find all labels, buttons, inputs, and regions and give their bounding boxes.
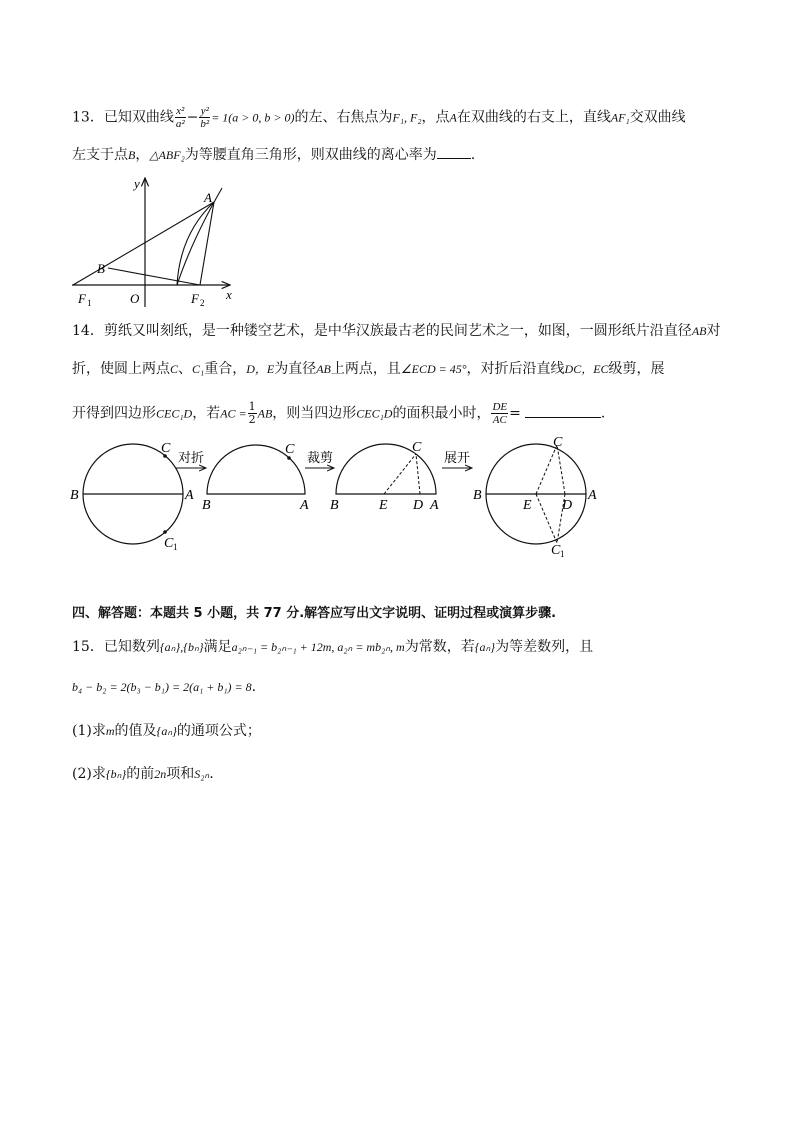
q15-line1: 15．已知数列{aₙ},{bₙ}满足a₂ₙ₋₁ = b₂ₙ₋₁ + 12m, a₂ₙ = mb₂ₙ, m为常数，若{aₙ}为等差数列，且 <box>72 639 594 655</box>
label-c-4: C <box>553 435 563 450</box>
label-e-3: E <box>379 498 388 513</box>
recurrence: a₂ₙ₋₁ = b₂ₙ₋₁ + 12m, a₂ₙ = mb₂ₙ, m <box>231 640 405 654</box>
q13-figure <box>70 172 250 312</box>
label-c1-4: C <box>551 543 561 558</box>
label-c1-4-sub: 1 <box>560 549 565 559</box>
label-b-2: B <box>202 498 211 513</box>
label-a-2: A <box>300 498 309 513</box>
label-c1-1-sub: 1 <box>173 542 178 552</box>
arrow-label-unfold: 展开 <box>444 450 471 465</box>
label-d-3: D <box>413 498 424 513</box>
label-d-4: D <box>562 498 573 513</box>
q14-line2: 折，使圆上两点C、C₁重合，D，E为直径AB上两点，且∠ECD = 45°，对折后沿直线DC，EC级剪，展 <box>72 361 665 377</box>
foci: F₁, F₂ <box>392 110 422 125</box>
section-heading: 四、解答题：本题共 5 小题，共 77 分.解答应写出文字说明、证明过程或演算步骤. <box>72 606 557 621</box>
frac-x2-a2: $\frac{\text{x²}}{\text{a²}}$ <box>175 105 185 130</box>
label-c-1: C <box>161 441 171 456</box>
label-o: O <box>130 291 140 306</box>
label-e-4: E <box>523 498 532 513</box>
label-c-2: C <box>285 442 295 457</box>
q14-figure <box>68 432 708 562</box>
label-b-3: B <box>330 498 339 513</box>
q15-part2: (2)求{bₙ}的前2n项和S₂ₙ. <box>72 766 214 782</box>
q14-line1: 14．剪纸又叫刻纸，是一种镂空艺术，是中华汉族最古老的民间艺术之一，如图，一圆形纸片沿直径AB对 <box>72 323 721 339</box>
q13-line2: 左支于点B，△ABF₂为等腰直角三角形，则双曲线的离心率为 . <box>72 144 475 165</box>
q15-line2: b₄ − b₂ = 2(b₃ − b₁) = 2(a₁ + b₁) = 8. <box>72 679 257 695</box>
label-a: A <box>204 190 212 205</box>
hyperbola-condition: = 1(a > 0, b > 0) <box>211 110 295 125</box>
hyperbola-right-branch <box>177 188 222 285</box>
cut-ec-4 <box>536 445 557 494</box>
label-a-4: A <box>588 488 597 503</box>
frac-half: $\frac{1}{2}$ <box>248 400 256 426</box>
line-bf2 <box>108 268 200 285</box>
label-c1-1: C <box>164 536 174 551</box>
cut-ec1-4 <box>536 494 557 543</box>
label-x: x <box>226 287 232 302</box>
arrow-label-cut: 裁剪 <box>307 450 334 465</box>
frac-de-ac: $\frac{DE}{AC}$ <box>492 401 508 426</box>
label-f1: F <box>78 291 86 306</box>
label-b-4: B <box>473 488 482 503</box>
label-a-3: A <box>430 498 439 513</box>
q13-line1: 13．已知双曲线 $\frac{\text{x²}}{\text{a²}}$ − $\frac{\text{y²}}{\text{b²}}$ = 1(a > 0, b > 0)的左、右焦点为F₁, F₂，点A在双曲线的右支上，直线AF₁交双曲线 <box>72 105 686 130</box>
answer-blank <box>437 144 471 159</box>
arrow-label-fold: 对折 <box>178 450 205 465</box>
label-f1-sub: 1 <box>87 298 92 308</box>
label-c-3: C <box>412 440 422 455</box>
label-a-1: A <box>185 488 194 503</box>
condition-equation: b₄ − b₂ = 2(b₃ − b₁) = 2(a₁ + b₁) = 8 <box>72 680 252 694</box>
answer-blank <box>525 403 601 418</box>
q15-part1: (1)求m的值及{aₙ}的通项公式； <box>72 723 261 739</box>
cut-ec <box>384 454 416 494</box>
frac-y2-b2: $\frac{\text{y²}}{\text{b²}}$ <box>200 105 210 130</box>
q13-text: 已知双曲线 <box>103 109 174 126</box>
label-b-1: B <box>70 488 79 503</box>
triangle-label: △ABF₂ <box>149 148 185 162</box>
label-f2: F <box>191 291 199 306</box>
label-f2-sub: 2 <box>200 298 205 308</box>
q13-number-text: 13． <box>72 109 104 126</box>
point-c1-1 <box>163 530 167 534</box>
angle-condition: ∠ECD = 45° <box>400 362 467 376</box>
q14-line3: 开得到四边形CEC₁D，若AC = $\frac{1}{2}$ AB，则当四边形CEC₁D的面积最小时， $\frac{DE}{AC}$ = . <box>72 400 606 426</box>
hyperbola-arc <box>177 202 214 285</box>
label-y: y <box>134 176 140 191</box>
cut-dc <box>416 454 420 494</box>
label-b: B <box>97 261 105 276</box>
